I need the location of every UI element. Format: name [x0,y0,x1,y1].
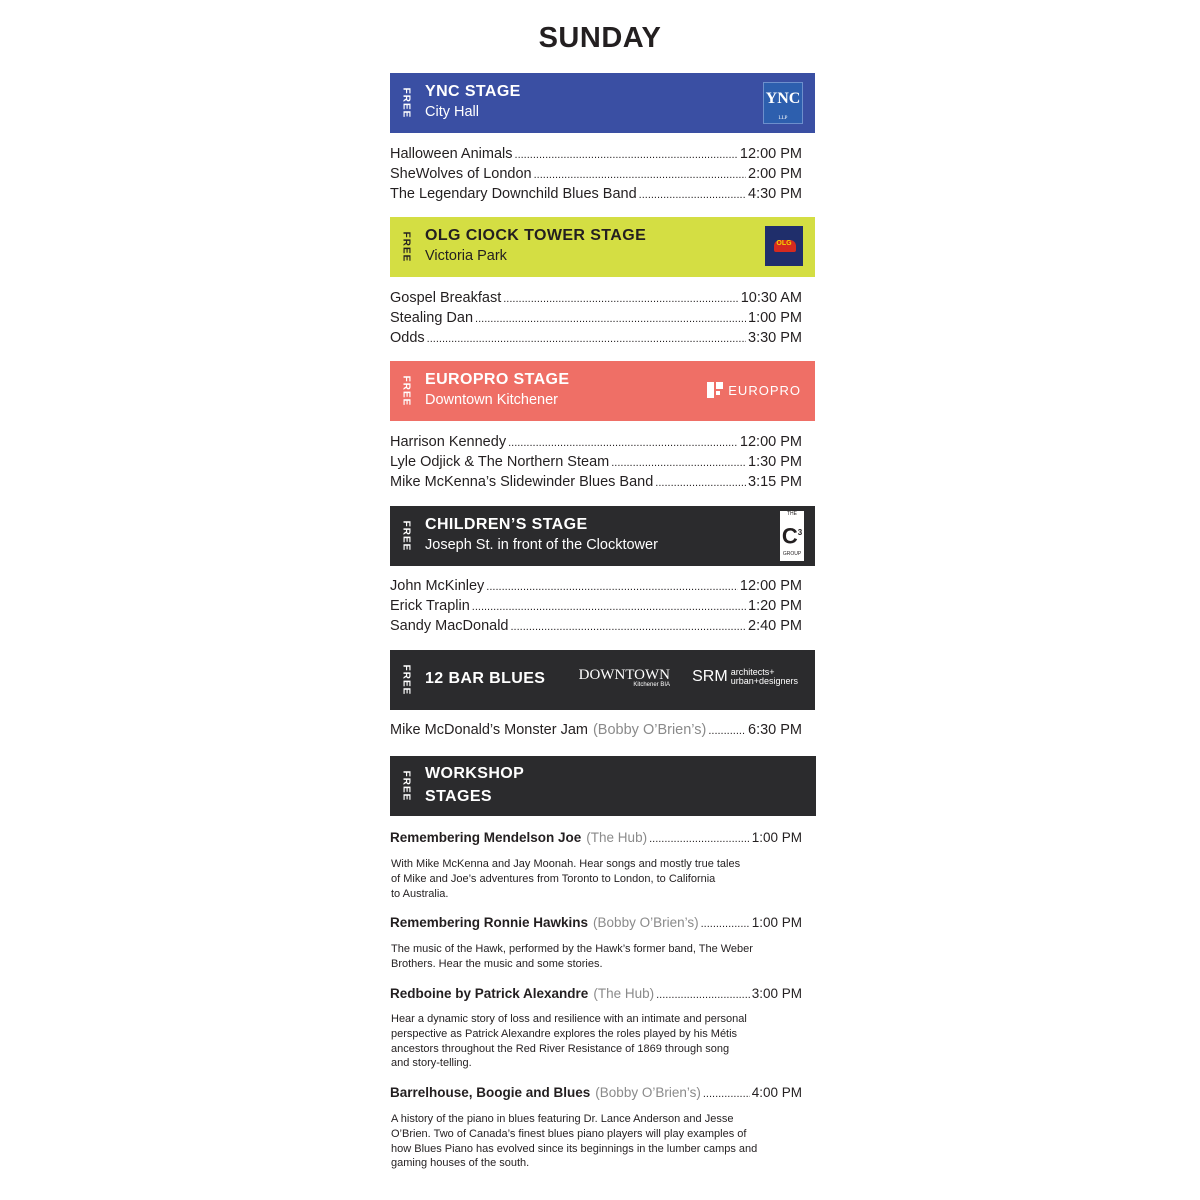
act-name: Sandy MacDonald [390,618,509,634]
free-label: FREE [400,87,412,119]
workshop-name: Remembering Mendelson Joe [390,830,582,845]
stage-name-line1: WORKSHOP [425,765,525,782]
act-time: 12:00 PM [739,146,802,162]
schedule-row [390,166,802,186]
stage-header-europro [390,361,815,421]
workshop-row [390,830,802,850]
workshop-row [390,915,802,935]
act-time: 1:30 PM [748,454,802,470]
workshop-venue: (Bobby O’Brien’s) [595,1085,701,1100]
stage-header-children [390,506,815,566]
workshop-time: 4:00 PM [751,1085,802,1100]
act-name: Erick Traplin [390,598,470,614]
act-time: 2:40 PM [748,618,802,634]
schedule-row [390,186,802,206]
schedule-row [390,578,802,598]
act-name: John McKinley [390,578,485,594]
workshop-row [390,1085,802,1105]
free-label: FREE [400,231,412,263]
act-name: The Legendary Downchild Blues Band [390,186,637,202]
stage-name-line2: STAGES [425,788,493,805]
act-name: Harrison Kennedy [390,434,507,450]
act-time: 12:00 PM [739,578,802,594]
workshop-name: Redboine by Patrick Alexandre [390,986,589,1001]
act-time: 6:30 PM [748,722,802,738]
ync-logo: YNC LLP [763,82,803,124]
schedule-row [390,618,802,638]
c3-group-logo: THE $C^3$ GROUP [780,511,804,561]
act-venue: (Bobby O’Brien’s) [592,722,707,738]
workshop-name: Remembering Ronnie Hawkins [390,915,589,930]
act-time: 12:00 PM [739,434,802,450]
europro-mark-icon [707,382,723,398]
stage-location: City Hall [425,104,479,120]
act-name: Lyle Odjick & The Northern Steam [390,454,610,470]
schedule-row [390,598,802,618]
act-time: 1:00 PM [748,310,802,326]
act-name: Odds [390,330,425,346]
stage-name: YNC STAGE [425,83,521,100]
act-name: Stealing Dan [390,310,474,326]
stage-name: OLG CIOCK TOWER STAGE [425,227,647,244]
stage-name: CHILDREN’S STAGE [425,516,588,533]
act-name: Mike McKenna’s Slidewinder Blues Band [390,474,654,490]
schedule-row [390,722,802,742]
act-name: Mike McDonald’s Monster Jam [390,722,588,738]
schedule-row [390,434,802,454]
workshop-venue: (The Hub) [586,830,648,845]
act-time: 4:30 PM [748,186,802,202]
workshop-time: 3:00 PM [751,986,802,1001]
downtown-kitchener-logo: DOWNTOWN Kitchener BIA [578,667,670,688]
stage-name: 12 BAR BLUES [425,670,546,687]
stage-header-workshop [390,756,816,816]
stage-name: EUROPRO STAGE [425,371,570,388]
act-name: SheWolves of London [390,166,532,182]
free-label: FREE [400,375,412,407]
stage-location: Downtown Kitchener [425,392,558,408]
act-time: 3:15 PM [748,474,802,490]
schedule-row [390,454,802,474]
schedule-row [390,474,802,494]
stage-header-olg [390,217,815,277]
stage-header-12-bar-blues [390,650,815,710]
stage-header-ync [390,73,815,133]
workshop-venue: (Bobby O’Brien’s) [593,915,699,930]
stage-location: Joseph St. in front of the Clocktower [425,537,658,553]
act-time: 1:20 PM [748,598,802,614]
schedule-row [390,290,802,310]
workshop-time: 1:00 PM [751,915,802,930]
schedule-row [390,310,802,330]
workshop-venue: (The Hub) [593,986,655,1001]
act-time: 2:00 PM [748,166,802,182]
workshop-row [390,986,802,1006]
day-title: SUNDAY [538,22,662,54]
act-time: 3:30 PM [748,330,802,346]
workshop-description: The music of the Hawk, performed by the Hawk’s former band, The Weber Brothers. Hear the music and some stories. [391,943,753,970]
olg-logo: OLG [765,226,803,266]
free-label: FREE [400,520,412,552]
act-time: 10:30 AM [740,290,802,306]
stage-location: Victoria Park [425,248,507,264]
free-label: FREE [400,664,412,696]
workshop-name: Barrelhouse, Boogie and Blues [390,1085,591,1100]
europro-logo: EUROPRO [707,382,801,398]
workshop-time: 1:00 PM [751,830,802,845]
act-name: Halloween Animals [390,146,513,162]
workshop-description: Hear a dynamic story of loss and resilience with an intimate and personal perspective as Patrick Alexandre explores the roles played by his Métis ancestors throughout the Red River Resistance of 1869 through song and story-telling. [391,1013,747,1070]
free-label: FREE [400,770,412,802]
act-name: Gospel Breakfast [390,290,502,306]
schedule-row [390,330,802,350]
srm-logo: SRM architects+ urban+designers [692,667,798,686]
schedule-row [390,146,802,166]
workshop-description: With Mike McKenna and Jay Moonah. Hear songs and mostly true tales of Mike and Joe’s adventures from Toronto to London, to California to Australia. [391,858,741,900]
workshop-description: A history of the piano in blues featuring Dr. Lance Anderson and Jesse O’Brien. Two of Canada’s finest blues piano players will play examples of how Blues Piano has evolved since its beginnings in the lumber camps and gaming houses of the south. [391,1113,758,1170]
